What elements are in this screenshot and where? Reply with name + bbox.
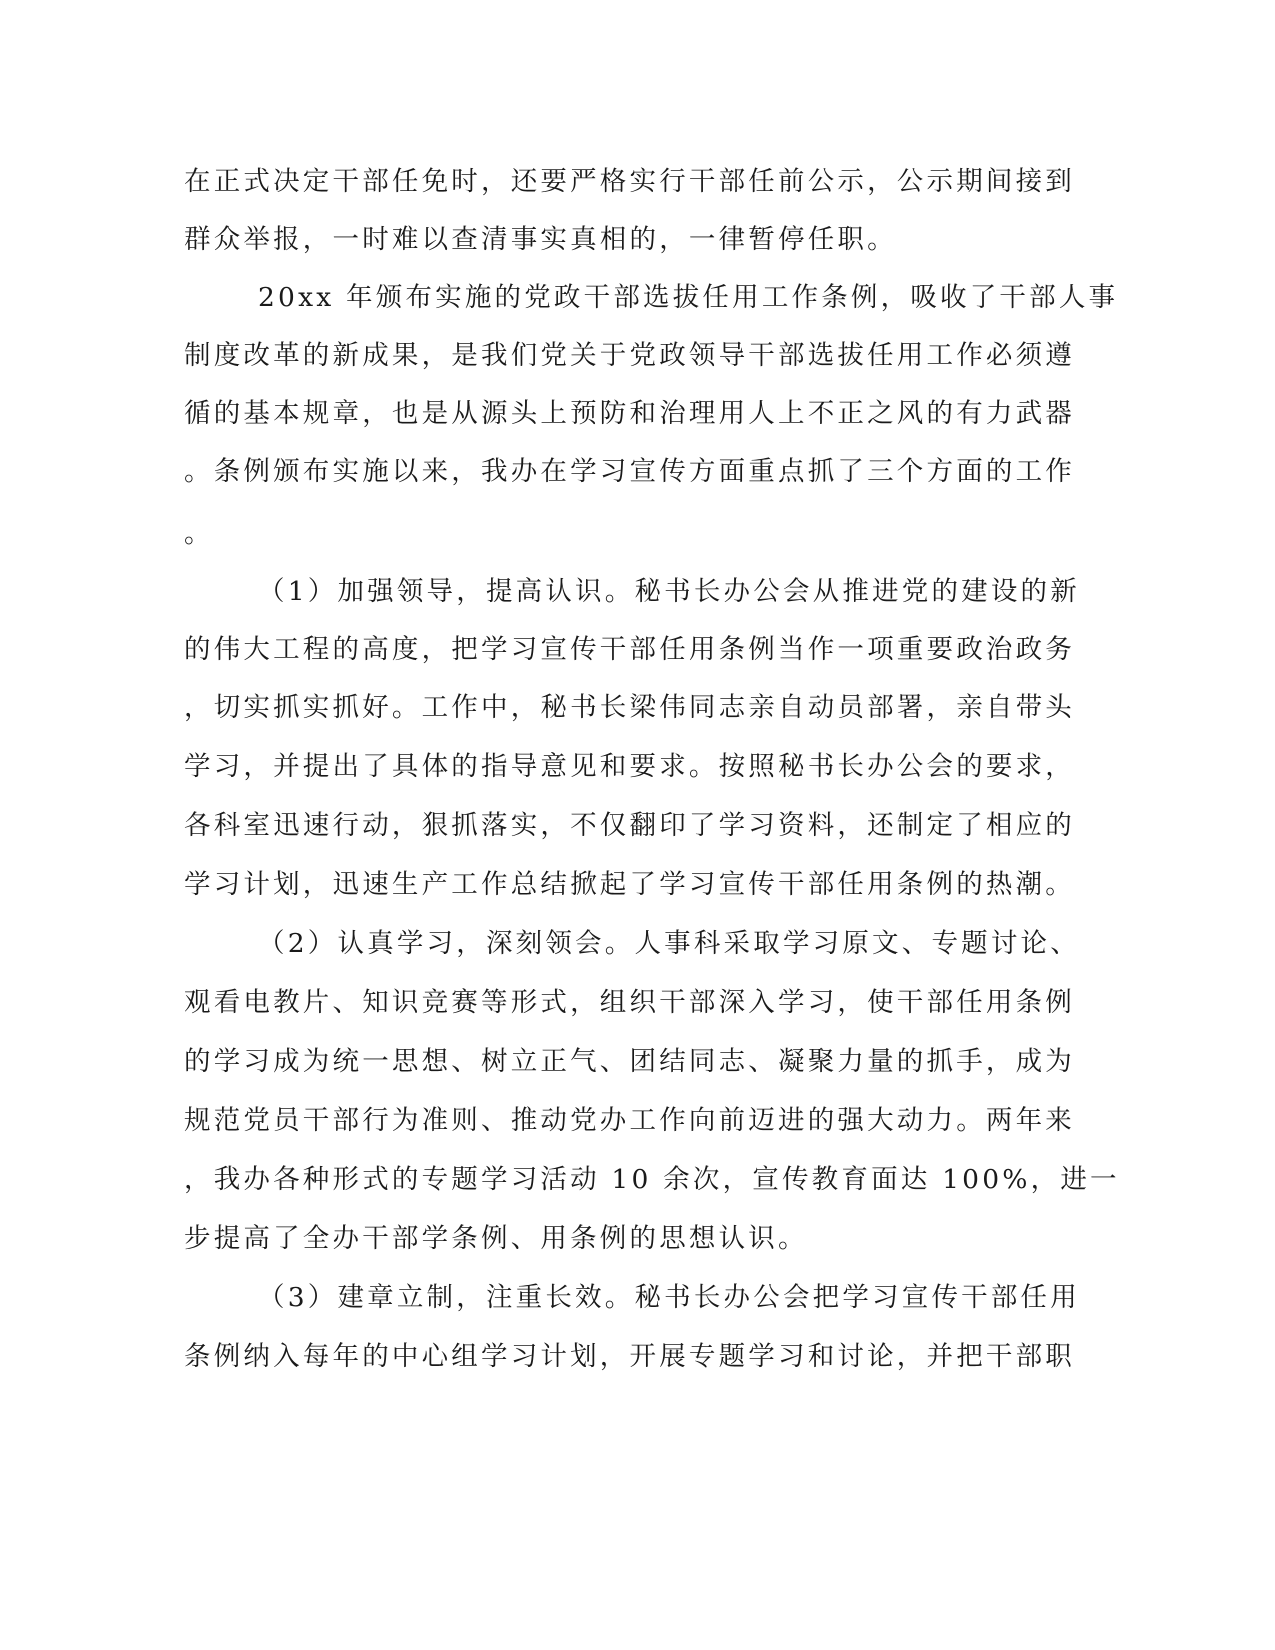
text-line: 。 bbox=[184, 518, 214, 549]
text-line: （3）建章立制，注重长效。秘书长办公会把学习宣传干部任用 bbox=[258, 1282, 1080, 1313]
text-line: ，我办各种形式的专题学习活动 10 余次，宣传教育面达 100%，进一 bbox=[184, 1164, 1120, 1195]
text-line: 在正式决定干部任免时，还要严格实行干部任前公示，公示期间接到 bbox=[184, 166, 1075, 197]
text-line: （1）加强领导，提高认识。秘书长办公会从推进党的建设的新 bbox=[258, 576, 1080, 607]
text-line: 20xx 年颁布实施的党政干部选拔任用工作条例，吸收了干部人事 bbox=[258, 282, 1119, 313]
text-line: 学习，并提出了具体的指导意见和要求。按照秘书长办公会的要求， bbox=[184, 751, 1075, 782]
text-line: 的伟大工程的高度，把学习宣传干部任用条例当作一项重要政治政务 bbox=[184, 634, 1075, 665]
text-line: 观看电教片、知识竞赛等形式，组织干部深入学习，使干部任用条例 bbox=[184, 987, 1075, 1018]
text-line: （2）认真学习，深刻领会。人事科采取学习原文、专题讨论、 bbox=[258, 928, 1080, 959]
text-line: 群众举报，一时难以查清事实真相的，一律暂停任职。 bbox=[184, 224, 897, 255]
text-line: 步提高了全办干部学条例、用条例的思想认识。 bbox=[184, 1223, 808, 1254]
text-line: ，切实抓实抓好。工作中，秘书长梁伟同志亲自动员部署，亲自带头 bbox=[184, 692, 1075, 723]
text-line: 循的基本规章，也是从源头上预防和治理用人上不正之风的有力武器 bbox=[184, 398, 1075, 429]
text-line: 规范党员干部行为准则、推动党办工作向前迈进的强大动力。两年来 bbox=[184, 1105, 1075, 1136]
text-line: 制度改革的新成果，是我们党关于党政领导干部选拔任用工作必须遵 bbox=[184, 340, 1075, 371]
text-line: 各科室迅速行动，狠抓落实，不仅翻印了学习资料，还制定了相应的 bbox=[184, 810, 1075, 841]
text-line: 。条例颁布实施以来，我办在学习宣传方面重点抓了三个方面的工作 bbox=[184, 456, 1075, 487]
text-line: 学习计划，迅速生产工作总结掀起了学习宣传干部任用条例的热潮。 bbox=[184, 869, 1075, 900]
text-line: 条例纳入每年的中心组学习计划，开展专题学习和讨论，并把干部职 bbox=[184, 1341, 1075, 1372]
text-line: 的学习成为统一思想、树立正气、团结同志、凝聚力量的抓手，成为 bbox=[184, 1046, 1075, 1077]
